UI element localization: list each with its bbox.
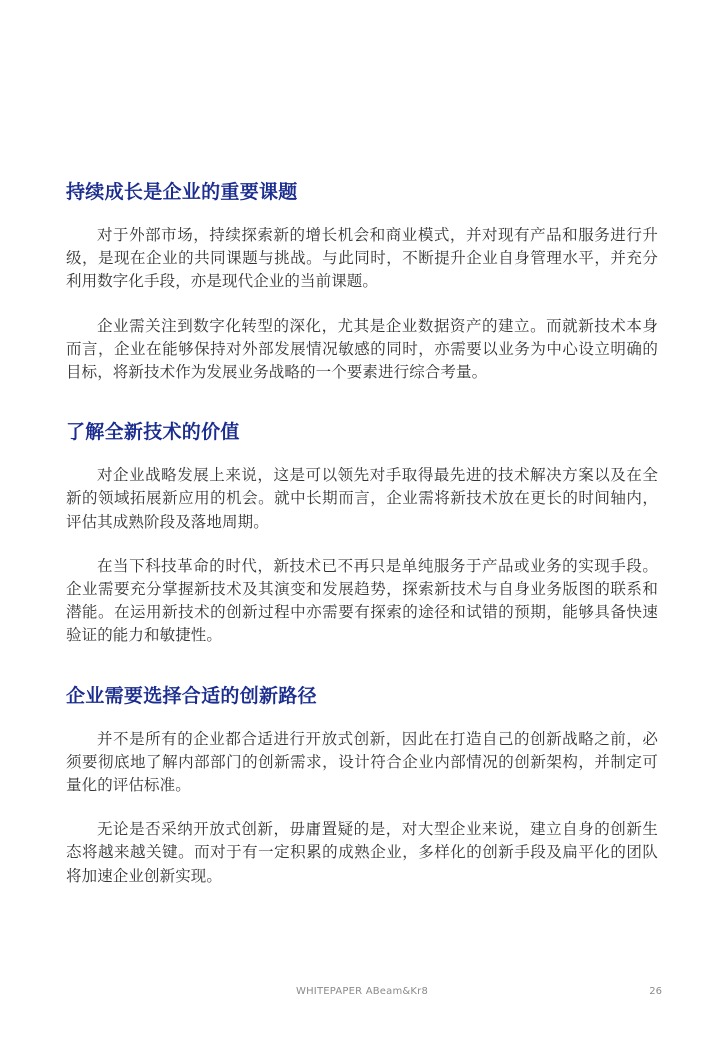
section-2-paragraph-1: 对企业战略发展上来说，这是可以领先对手取得最先进的技术解决方案以及在全新的领域拓展新应用的机会。就中长期而言，企业需将新技术放在更长的时间轴内，评估其成熟阶段及落地周期。	[66, 466, 658, 531]
paragraph-spacer	[66, 797, 658, 818]
section-1-paragraph-1: 对于外部市场，持续探索新的增长机会和商业模式，并对现有产品和服务进行升级，是现在企业的共同课题与挑战。与此同时，不断提升企业自身管理水平，并充分利用数字化手段，亦是现代企业的当前课题。	[66, 226, 658, 291]
footer-document-title: WHITEPAPER ABeam&Kr8	[296, 986, 429, 997]
section-title-innovation-path: 企业需要选择合适的创新路径	[66, 684, 317, 707]
paragraph-spacer	[66, 534, 658, 555]
page-number: 26	[649, 986, 662, 997]
page-footer	[0, 984, 720, 1002]
section-title-sustained-growth: 持续成长是企业的重要课题	[66, 181, 298, 203]
section-title-new-tech-value: 了解全新技术的价值	[66, 421, 240, 444]
section-3-paragraph-2: 无论是否采纳开放式创新，毋庸置疑的是，对大型企业来说，建立自身的创新生态将越来越关键。而对于有一定积累的成熟企业，多样化的创新手段及扁平化的团队将加速企业创新实现。	[66, 820, 658, 885]
section-spacer	[66, 384, 658, 417]
section-3-paragraph-1: 并不是所有的企业都合适进行开放式创新，因此在打造自己的创新战略之前，必须要彻底地了解内部部门的创新需求，设计符合企业内部情况的创新架构，并制定可量化的评估标准。	[66, 729, 658, 795]
section-2-paragraph-2: 在当下科技革命的时代，新技术已不再只是单纯服务于产品或业务的实现手段。企业需要充分掌握新技术及其演变和发展趋势，探索新技术与自身业务版图的联系和潜能。在运用新技术的创新过程中亦需要有探索的途径和试错的预期，能够具备快速验证的能力和敏捷性。	[66, 556, 658, 645]
section-spacer	[66, 648, 658, 681]
section-1-paragraph-2: 企业需关注到数字化转型的深化，尤其是企业数据资产的建立。而就新技术本身而言，企业在能够保持对外部发展情况敏感的同时，亦需要以业务为中心设立明确的目标，将新技术作为发展业务战略的一个要素进行综合考量。	[66, 316, 658, 382]
document-body	[66, 177, 658, 888]
paragraph-spacer	[66, 294, 658, 315]
